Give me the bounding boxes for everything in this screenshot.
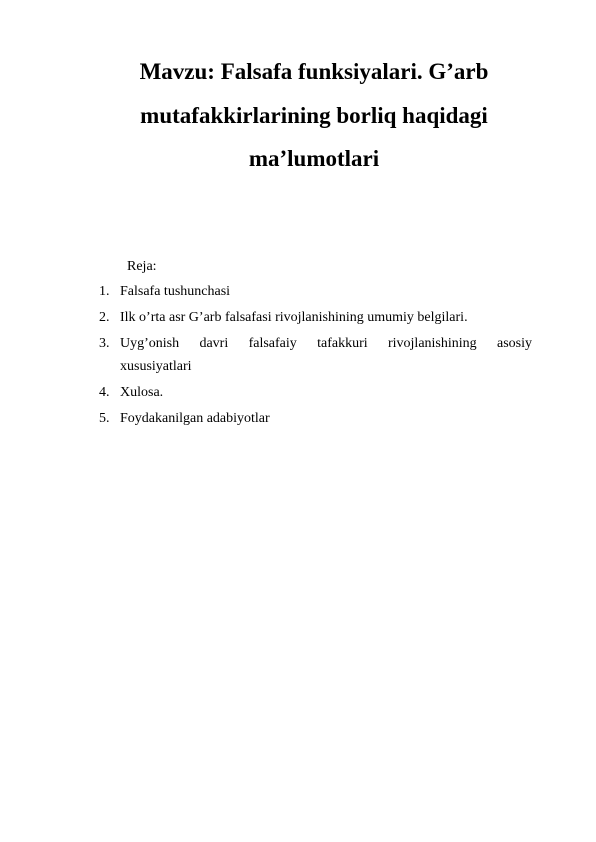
list-item-number: 4. <box>99 385 110 400</box>
list-item-text: Falsafa tushunchasi <box>120 284 231 299</box>
list-item-number: 3. <box>99 336 110 351</box>
list-item-number: 1. <box>99 284 110 299</box>
list-item-number: 5. <box>99 411 110 426</box>
list-item <box>99 309 532 327</box>
list-item <box>99 384 532 402</box>
list-item-number: 2. <box>99 310 110 325</box>
list-item <box>99 410 532 428</box>
plan-list <box>99 283 532 436</box>
list-item <box>99 283 532 301</box>
list-item <box>99 335 532 376</box>
list-item-text: Uyg’onish davri falsafaiy tafakkuri rivojlanishining asosiy <box>120 336 532 351</box>
title-line-1: Mavzu: Falsafa funksiyalari. G’arb <box>139 59 489 84</box>
title-line-3: ma’lumotlari <box>248 146 380 171</box>
list-item-text: Foydakanilgan adabiyotlar <box>120 411 270 426</box>
list-item-continuation: xususiyatlari <box>120 359 192 374</box>
plan-heading: Reja: <box>127 259 157 274</box>
list-item-text: Xulosa. <box>120 385 164 400</box>
title-line-2: mutafakkirlarining borliq haqidagi <box>140 103 488 128</box>
list-item-text: Ilk o’rta asr G’arb falsafasi rivojlanishining umumiy belgilari. <box>120 310 468 325</box>
